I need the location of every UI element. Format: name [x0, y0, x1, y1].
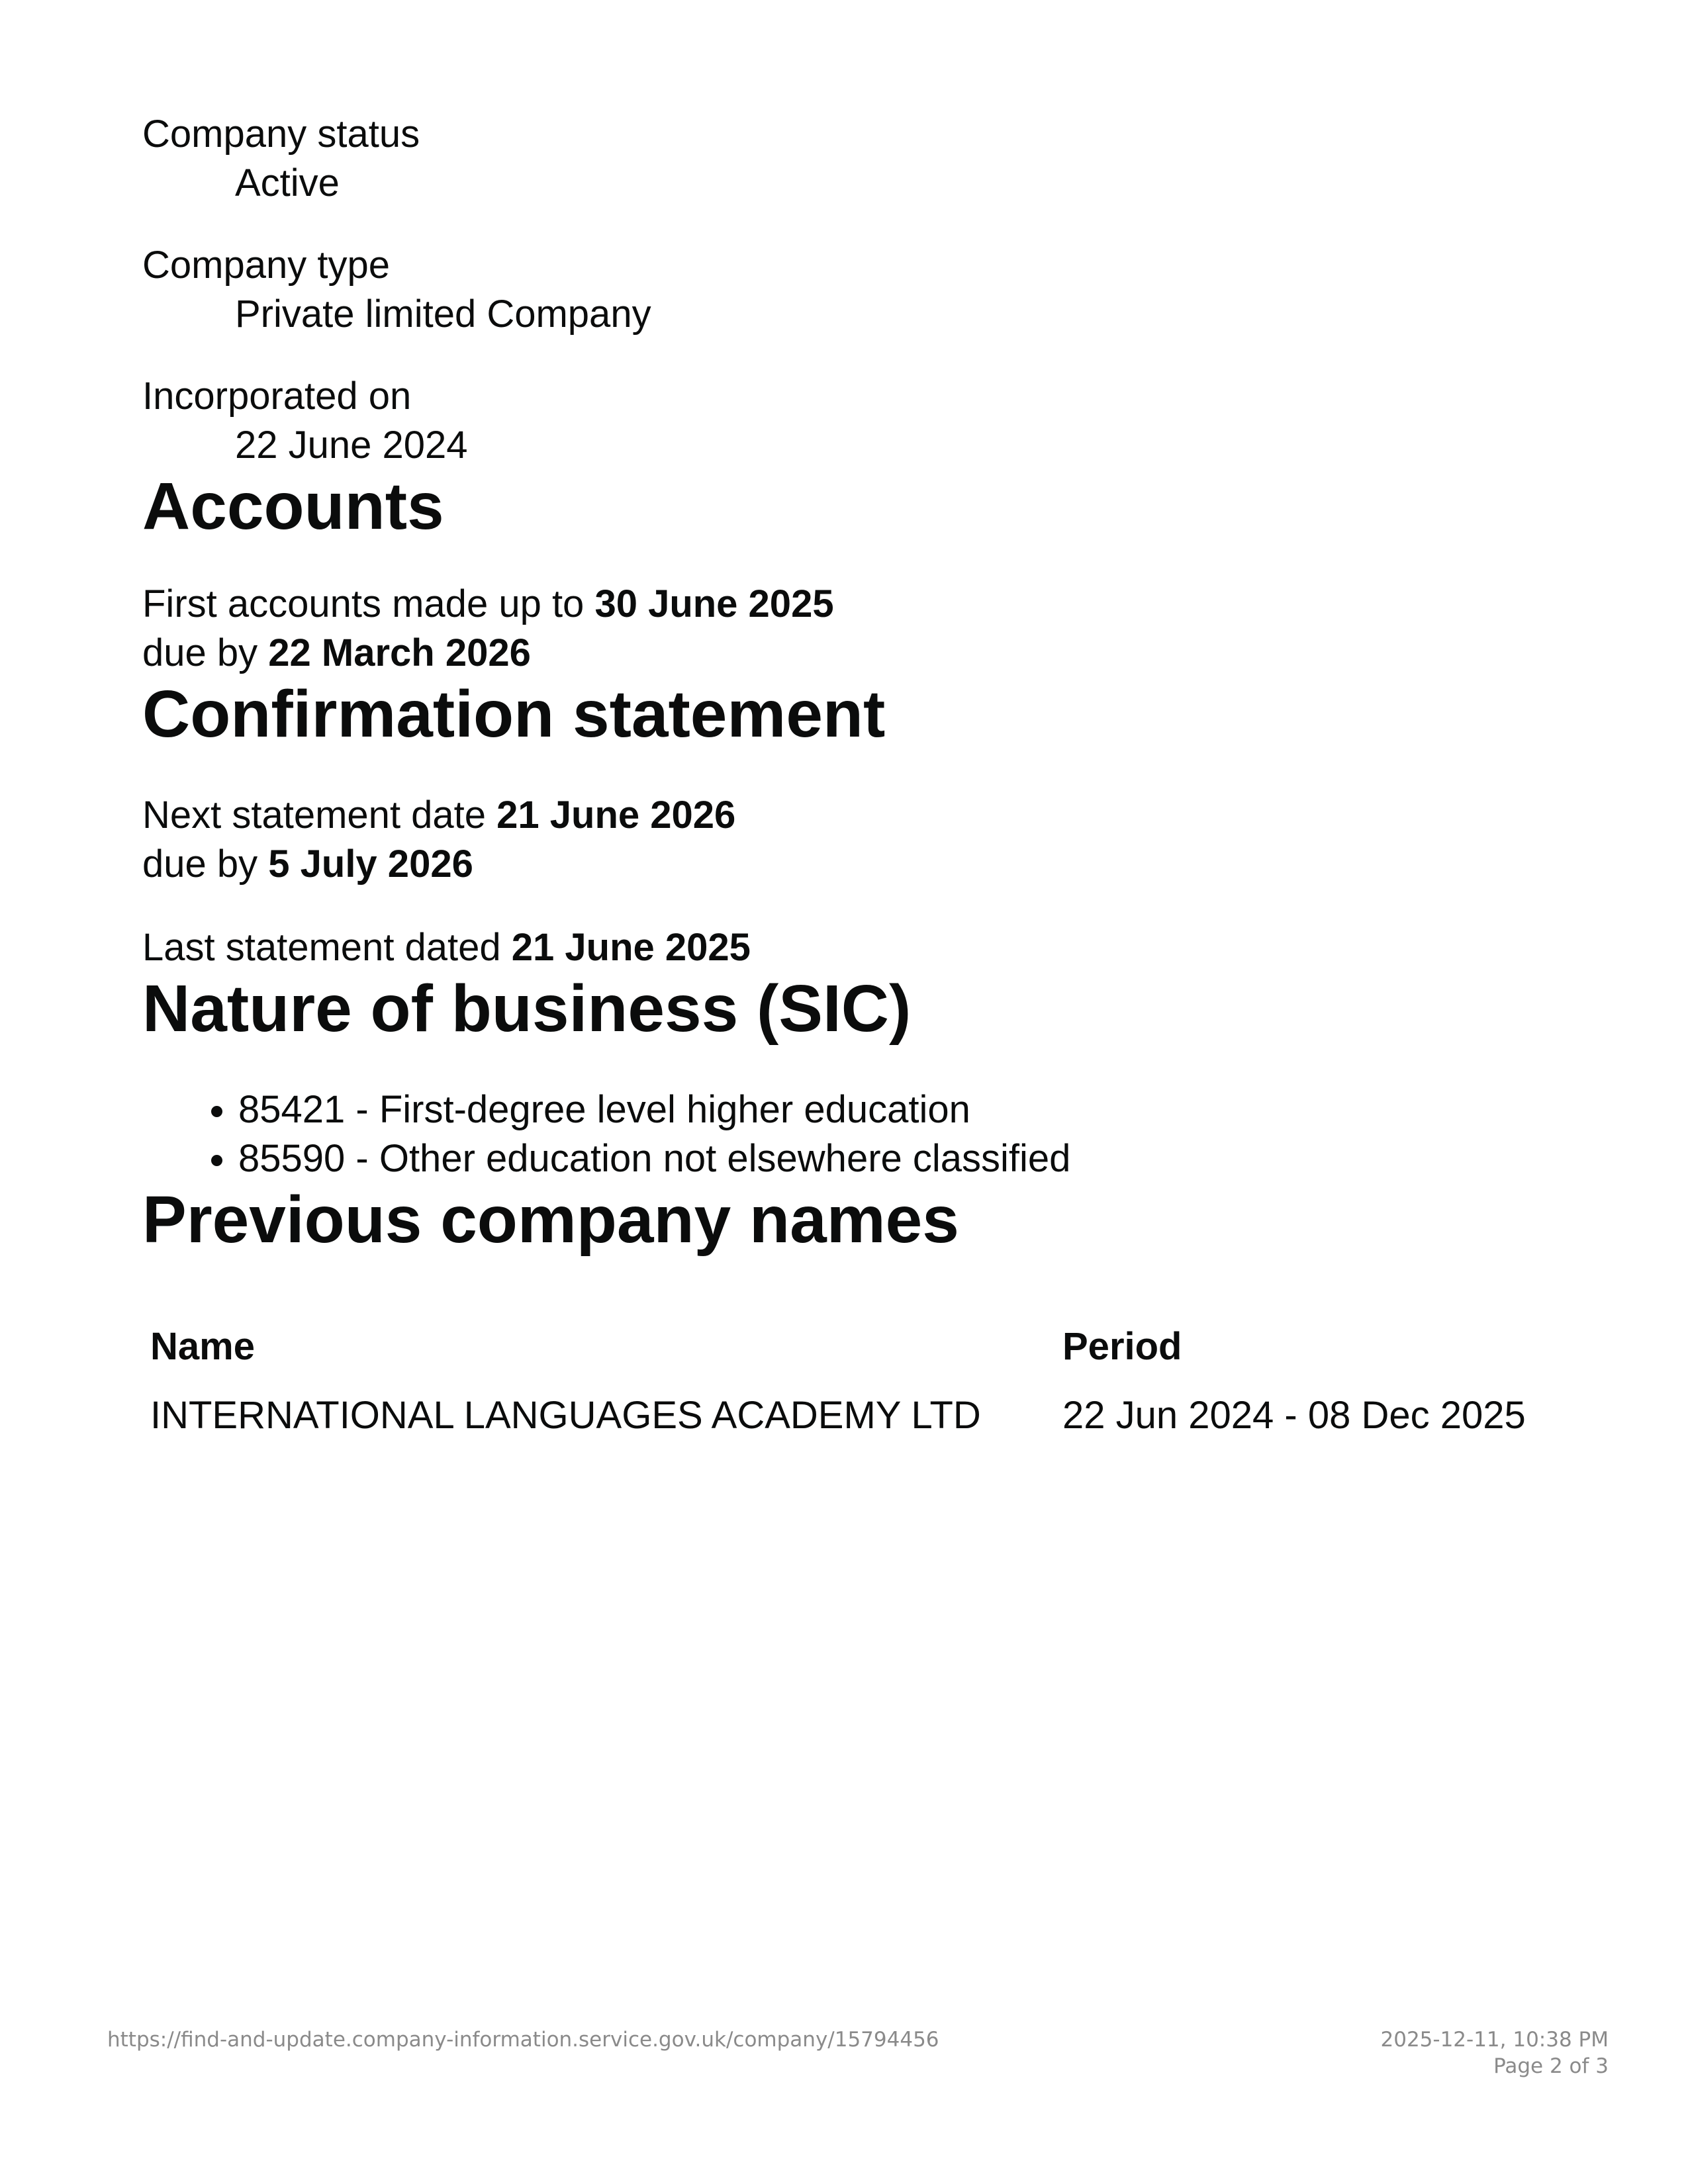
- period-column-header: Period: [1062, 1325, 1182, 1368]
- previous-name-cell: INTERNATIONAL LANGUAGES ACADEMY LTD: [150, 1394, 981, 1437]
- company-status-label: Company status: [142, 113, 420, 156]
- nature-of-business-heading: Nature of business (SIC): [142, 972, 912, 1046]
- statement-due-date: 5 July 2026: [268, 842, 473, 886]
- page-content: [142, 110, 1546, 1440]
- incorporated-on-value: 22 June 2024: [235, 424, 468, 467]
- sic-code-list: [142, 1085, 1546, 1183]
- next-statement-paragraph: [142, 791, 1546, 889]
- incorporated-on-item: [142, 372, 1546, 470]
- statement-due-prefix: due by: [142, 842, 269, 886]
- footer-datetime: 2025-12-11, 10:38 PM: [1380, 2028, 1609, 2052]
- footer-source-url: https://find-and-update.company-information.service.gov.uk/company/15794456: [107, 2028, 939, 2052]
- previous-names-table: [142, 1322, 1546, 1440]
- next-statement-date: 21 June 2026: [496, 794, 736, 837]
- sic-code-item: • 85421 - First-degree level higher education: [238, 1085, 1546, 1134]
- sic-code-item: • 85590 - Other education not elsewhere classified: [238, 1134, 1546, 1183]
- incorporated-on-label: Incorporated on: [142, 375, 412, 418]
- accounts-made-up-prefix: First accounts made up to: [142, 582, 595, 625]
- company-type-label: Company type: [142, 244, 390, 287]
- name-column-header: Name: [150, 1325, 255, 1368]
- company-status-item: [142, 110, 1546, 208]
- last-statement-prefix: Last statement dated: [142, 926, 512, 969]
- company-type-item: [142, 241, 1546, 339]
- footer-page-number: Page 2 of 3: [1493, 2054, 1609, 2078]
- accounts-made-up-date: 30 June 2025: [594, 582, 834, 625]
- next-statement-prefix: Next statement date: [142, 794, 497, 837]
- last-statement-date: 21 June 2025: [511, 926, 751, 969]
- table-header-row: [142, 1322, 1546, 1391]
- accounts-due-prefix: due by: [142, 631, 269, 674]
- page-footer-right: [1381, 2026, 1609, 2079]
- accounts-heading: Accounts: [142, 469, 444, 543]
- last-statement-paragraph: [142, 923, 1546, 972]
- previous-company-names-heading: Previous company names: [142, 1183, 959, 1257]
- table-row: [142, 1391, 1546, 1440]
- period-cell: 22 Jun 2024 - 08 Dec 2025: [1062, 1394, 1526, 1437]
- company-type-value: Private limited Company: [235, 293, 651, 336]
- accounts-dates-paragraph: [142, 580, 1546, 678]
- company-status-value: Active: [235, 161, 340, 205]
- accounts-due-date: 22 March 2026: [268, 631, 531, 674]
- confirmation-statement-heading: Confirmation statement: [142, 677, 886, 751]
